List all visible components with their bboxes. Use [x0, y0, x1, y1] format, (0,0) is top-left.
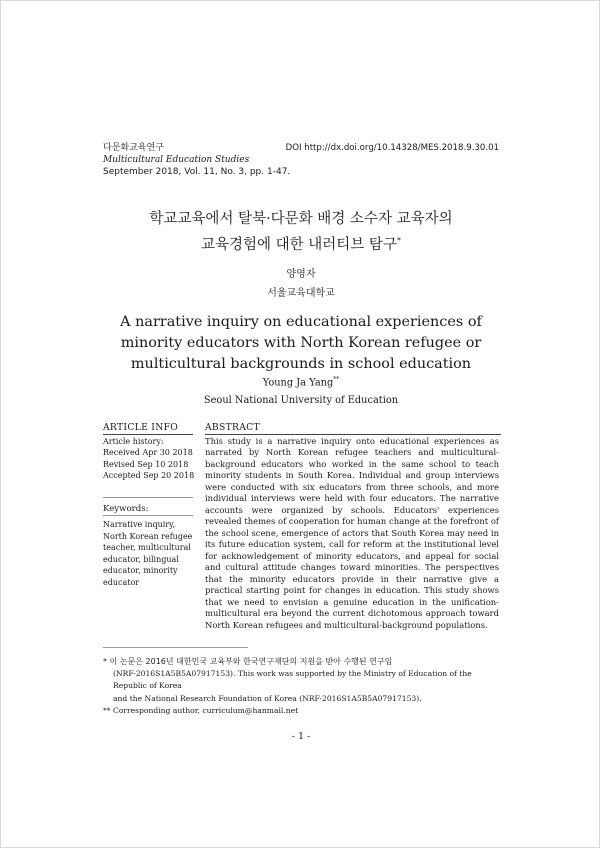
footnote-funding-kr: * 이 논문은 2016년 대한민국 교육부와 한국연구재단의 지원을 받아 수행된 연구임 — [103, 657, 393, 666]
journal-header — [103, 142, 290, 178]
title-korean-line2: 교육경험에 대한 내러티브 탐구 — [201, 236, 397, 253]
title-english-line3: multicultural backgrounds in school education — [130, 356, 472, 372]
author-footnote-mark: ** — [333, 376, 340, 383]
affiliation-english: Seoul National University of Education — [203, 395, 399, 406]
journal-name-en: Multicultural Education Studies — [103, 155, 250, 165]
abstract-body: This study is a narrative inquiry onto educational experiences as narrated by North Korean refugee teachers and multicultural-background educators who worked in the same school to teach minority students in South Korea. Individual and group interviews were conducted with six educators from three schools, and more individual interviews were held with four educators. The narrative accounts were organized by schools. Educators' experiences revealed themes of cooperation for human change at the forefront of the school scene, emergence of actors that South Korea may need in its future education system, call for reform at the institutional level for acknowledgement of minority educators, and appeal for social and cultural attitude changes toward minorities. The perspectives that the minority educators provide in their narrative give a practical starting point for changes in education. This study shows that we need to envision a genuine education in the unification-multicultural era beyond the current dichotomous approach toward North Korean refugees and multicultural-background populations. — [205, 436, 499, 630]
keywords-divider — [103, 515, 193, 516]
title-english-line2: minority educators with North Korean refugee or — [120, 335, 482, 351]
page-number: - 1 - — [291, 731, 311, 742]
abstract-heading: ABSTRACT — [205, 422, 260, 433]
history-label: Article history: — [103, 437, 164, 446]
title-korean — [1, 209, 600, 256]
journal-issue: September 2018, Vol. 11, No. 3, pp. 1-47. — [103, 167, 291, 177]
revised-date: Revised Sep 10 2018 — [103, 459, 189, 469]
article-history — [103, 436, 194, 482]
footnotes — [103, 656, 501, 717]
received-date: Received Apr 30 2018 — [103, 448, 193, 458]
article-info-heading: ARTICLE INFO — [103, 422, 179, 433]
title-korean-line1: 학교교육에서 탈북·다문화 배경 소수자 교육자의 — [149, 211, 453, 227]
title-english-line1: A narrative inquiry on educational experiences of — [120, 314, 482, 330]
footnote-separator — [103, 647, 248, 648]
keywords-list: Narrative inquiry, North Korean refugee teacher, multicultural educator, bilingual educator, minority educator — [103, 520, 193, 587]
abstract-rule — [205, 434, 501, 435]
article-info-rule — [103, 434, 193, 435]
history-divider — [103, 497, 193, 498]
author-korean: 양영자 — [286, 269, 316, 280]
doi[interactable]: DOI http://dx.doi.org/10.14328/MES.2018.9.30.01 — [285, 143, 499, 153]
journal-name-kr: 다문화교육연구 — [103, 143, 164, 153]
title-english — [1, 312, 600, 375]
keywords-label: Keywords: — [103, 504, 149, 514]
affiliation-korean: 서울교육대학교 — [267, 288, 335, 299]
author-english — [1, 376, 600, 388]
title-footnote-mark: * — [396, 236, 401, 245]
footnote-corresponding-author: ** Corresponding author, curriculum@hanmail.net — [103, 705, 299, 715]
author-english-name: Young Ja Yang — [262, 377, 334, 389]
accepted-date: Accepted Sep 20 2018 — [103, 471, 195, 481]
footnote-funding-en-line2: and the National Research Foundation of Korea (NRF-2016S1A5B5A07917153). — [113, 693, 422, 703]
footnote-funding-en-line1: (NRF-2016S1A5B5A07917153). This work was supported by the Ministry of Education of the Republic of Korea — [113, 669, 472, 691]
